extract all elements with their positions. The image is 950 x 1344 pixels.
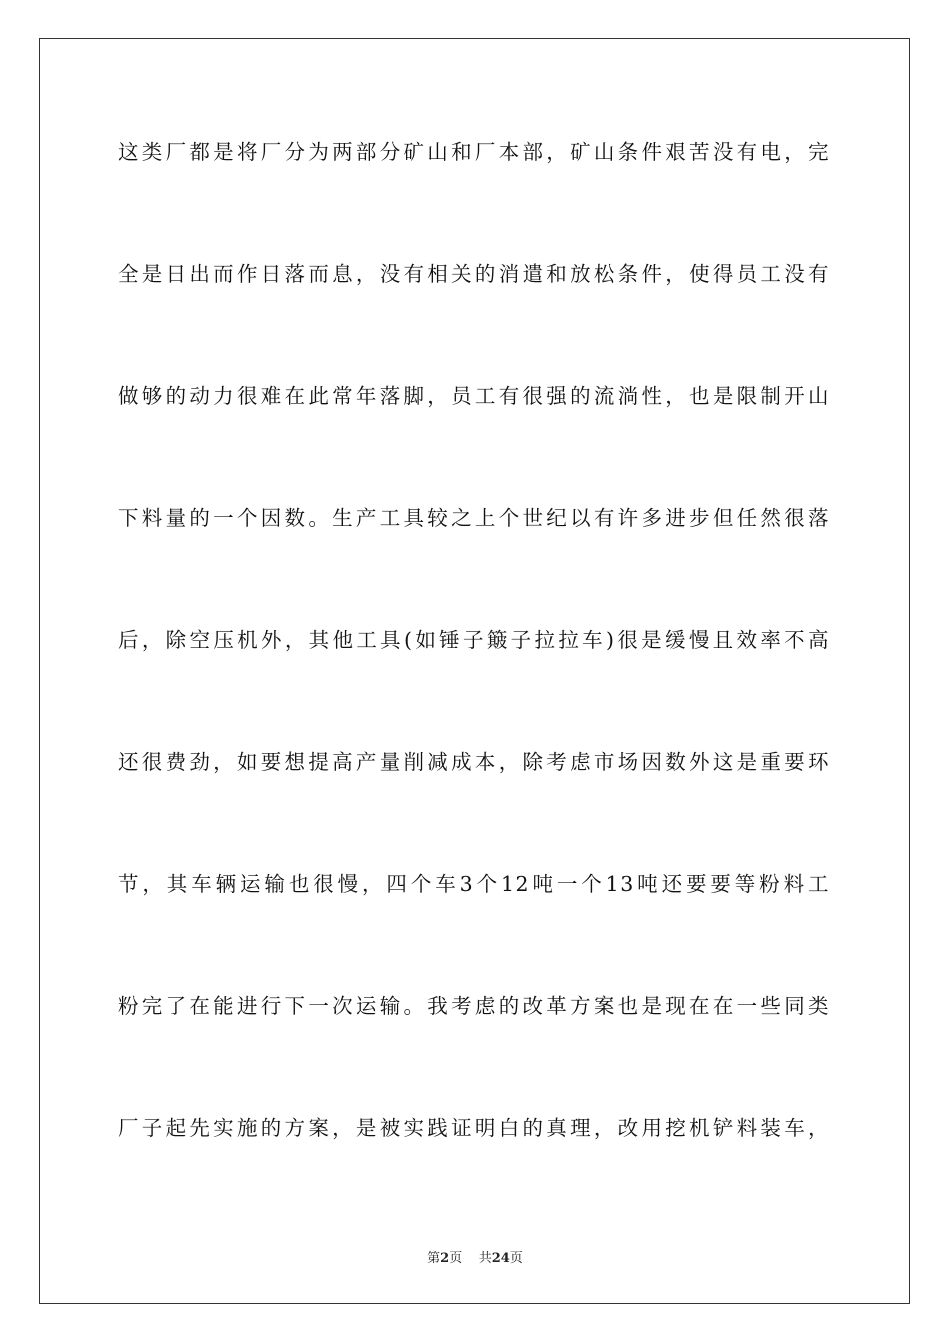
page-footer: [0, 1247, 950, 1266]
page-prefix: 第: [427, 1251, 441, 1266]
text-line: 后，除空压机外，其他工具(如锤子簸子拉拉车)很是缓慢且效率不高: [118, 628, 830, 652]
text-line: 这类厂都是将厂分为两部分矿山和厂本部，矿山条件艰苦没有电，完: [118, 140, 830, 164]
text-line: 还很费劲，如要想提高产量削减成本，除考虑市场因数外这是重要环: [118, 750, 830, 774]
total-unit: 页: [509, 1251, 523, 1266]
text-line: 厂子起先实施的方案，是被实践证明白的真理，改用挖机铲料装车，: [118, 1116, 830, 1140]
total-prefix: 共: [478, 1251, 492, 1266]
text-line: 粉完了在能进行下一次运输。我考虑的改革方案也是现在在一些同类: [118, 994, 830, 1018]
total-pages: 24: [491, 1251, 510, 1266]
body-text: [118, 130, 830, 1228]
text-line: 全是日出而作日落而息，没有相关的消遣和放松条件，使得员工没有: [118, 262, 830, 286]
page-unit: 页: [449, 1251, 463, 1266]
text-line: 下料量的一个因数。生产工具较之上个世纪以有许多进步但任然很落: [118, 506, 830, 530]
text-line: 做够的动力很难在此常年落脚，员工有很强的流淌性，也是限制开山: [118, 384, 830, 408]
page-number: 2: [440, 1251, 450, 1266]
text-line: 节，其车辆运输也很慢，四个车3个12吨一个13吨还要要等粉料工: [118, 872, 830, 896]
